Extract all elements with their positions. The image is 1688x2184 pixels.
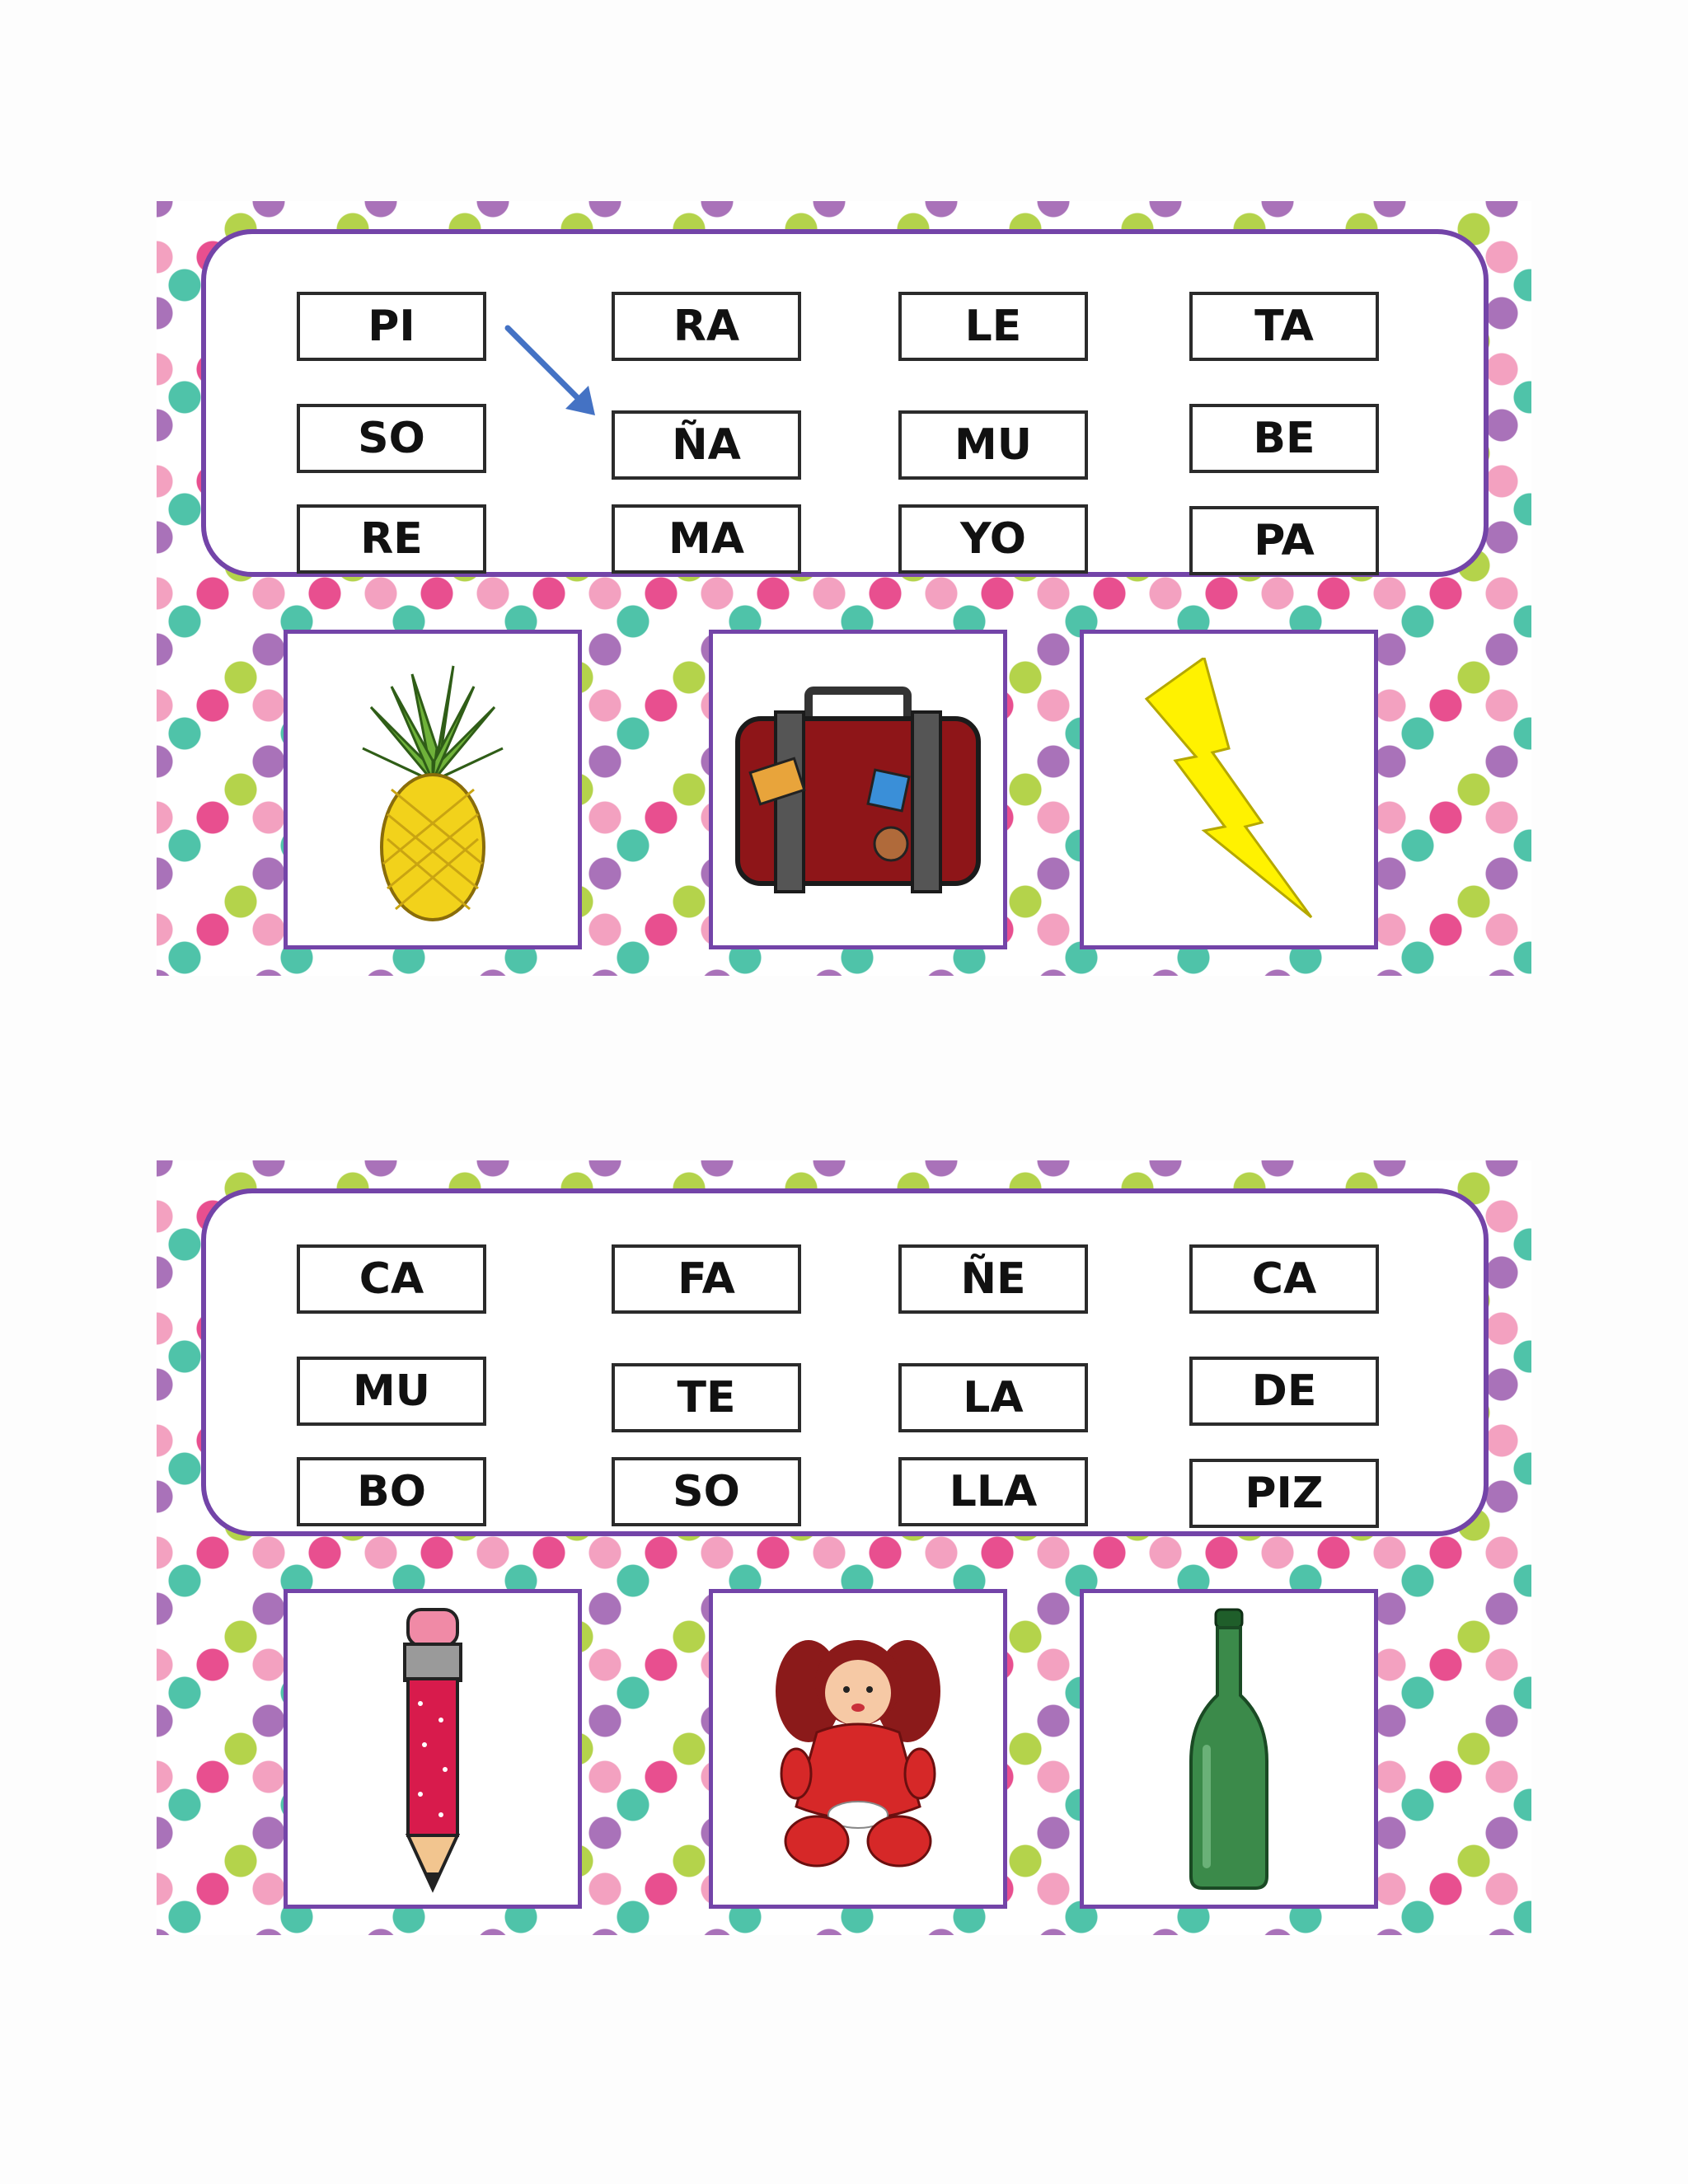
- syllable-tile[interactable]: RA: [612, 292, 801, 361]
- syllable-tile[interactable]: BE: [1189, 404, 1379, 473]
- syllable-tile[interactable]: SO: [297, 404, 486, 473]
- lightning-bolt-icon: [1138, 658, 1320, 921]
- syllable-tile[interactable]: MA: [612, 504, 801, 574]
- picture-frame[interactable]: [1080, 630, 1378, 949]
- suitcase-icon: [726, 682, 990, 897]
- syllable-tile[interactable]: LA: [898, 1363, 1088, 1432]
- syllable-tile[interactable]: SO: [612, 1457, 801, 1526]
- arrow-icon: [503, 323, 602, 422]
- syllable-tile[interactable]: RE: [297, 504, 486, 574]
- syllable-tile[interactable]: FA: [612, 1244, 801, 1314]
- syllable-tile[interactable]: CA: [1189, 1244, 1379, 1314]
- pencil-icon: [383, 1605, 482, 1893]
- syllable-tile[interactable]: BO: [297, 1457, 486, 1526]
- syllable-panel: [201, 1188, 1489, 1536]
- syllable-tile[interactable]: LLA: [898, 1457, 1088, 1526]
- doll-icon: [759, 1625, 957, 1872]
- syllable-tile[interactable]: PI: [297, 292, 486, 361]
- picture-frame[interactable]: [284, 1589, 582, 1909]
- syllable-panel: [201, 229, 1489, 577]
- syllable-tile[interactable]: TA: [1189, 292, 1379, 361]
- picture-frame[interactable]: [709, 630, 1007, 949]
- syllable-tile[interactable]: PA: [1189, 506, 1379, 575]
- syllable-tile[interactable]: LE: [898, 292, 1088, 361]
- syllable-tile[interactable]: YO: [898, 504, 1088, 574]
- syllable-tile[interactable]: DE: [1189, 1357, 1379, 1426]
- syllable-tile[interactable]: TE: [612, 1363, 801, 1432]
- picture-frame[interactable]: [284, 630, 582, 949]
- syllable-tile[interactable]: ÑA: [612, 410, 801, 480]
- syllable-tile[interactable]: MU: [898, 410, 1088, 480]
- picture-frame[interactable]: [1080, 1589, 1378, 1909]
- syllable-tile[interactable]: PIZ: [1189, 1459, 1379, 1528]
- activity-card-2: [157, 1160, 1531, 1935]
- pineapple-icon: [354, 658, 511, 921]
- picture-frame[interactable]: [709, 1589, 1007, 1909]
- syllable-tile[interactable]: ÑE: [898, 1244, 1088, 1314]
- activity-card-1: [157, 201, 1531, 976]
- bottle-icon: [1179, 1605, 1278, 1893]
- syllable-tile[interactable]: CA: [297, 1244, 486, 1314]
- syllable-tile[interactable]: MU: [297, 1357, 486, 1426]
